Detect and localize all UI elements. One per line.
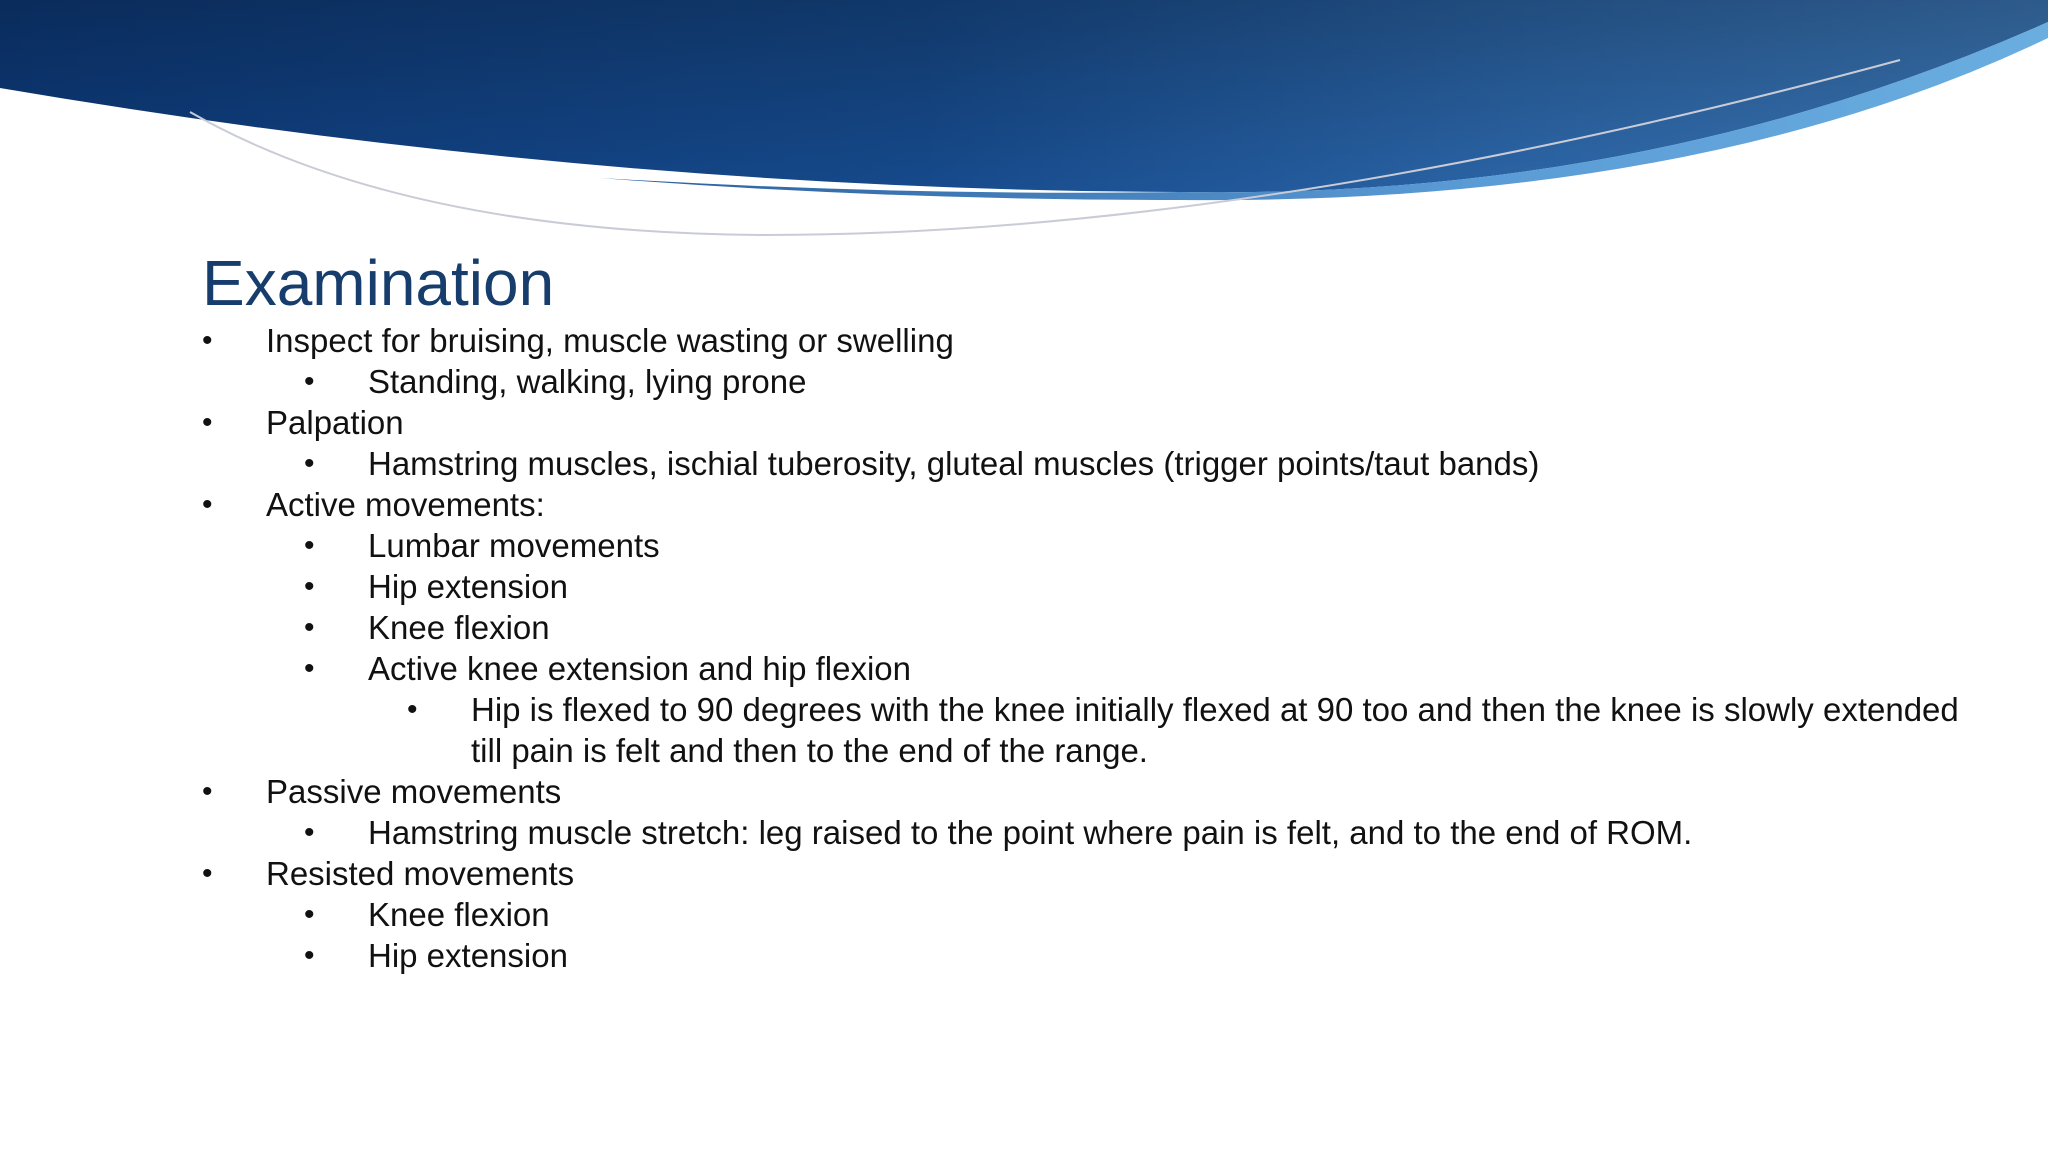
bullet-item-level-1 — [202, 320, 2002, 361]
bullet-item-level-2 — [202, 607, 2002, 648]
header-banner — [0, 0, 2048, 250]
bullet-text: Lumbar movements — [368, 527, 660, 564]
bullet-item-level-2 — [202, 443, 2002, 484]
bullet-icon: • — [304, 898, 315, 931]
slide-title: Examination — [202, 247, 555, 319]
banner-shade — [0, 0, 2048, 192]
bullet-text: Hip extension — [368, 937, 568, 974]
bullet-icon: • — [304, 611, 315, 644]
bullet-icon: • — [304, 939, 315, 972]
bullet-text: Knee flexion — [368, 896, 550, 933]
bullet-item-level-2 — [202, 648, 2002, 689]
bullet-item-level-3 — [202, 689, 1991, 771]
bullet-icon: • — [202, 775, 213, 808]
bullet-icon: • — [407, 693, 418, 726]
bullet-icon: • — [202, 488, 213, 521]
bullet-icon: • — [202, 857, 213, 890]
bullet-icon: • — [304, 652, 315, 685]
bullet-text: Passive movements — [266, 773, 562, 810]
bullet-icon: • — [304, 570, 315, 603]
bullet-item-level-1 — [202, 853, 2002, 894]
bullet-item-level-1 — [202, 402, 2002, 443]
bullet-item-level-2 — [202, 935, 2002, 976]
bullet-text: Resisted movements — [266, 855, 575, 892]
bullet-list — [202, 320, 2002, 976]
bullet-text: Hamstring muscles, ischial tuberosity, gluteal muscles (trigger points/taut bands) — [368, 445, 1540, 482]
bullet-item-level-2 — [202, 894, 2002, 935]
bullet-text: Inspect for bruising, muscle wasting or swelling — [266, 322, 954, 359]
bullet-text: Active movements: — [266, 486, 545, 523]
bullet-icon: • — [202, 406, 213, 439]
bullet-icon: • — [304, 365, 315, 398]
bullet-icon: • — [202, 324, 213, 357]
bullet-item-level-2 — [202, 566, 2002, 607]
bullet-text: Knee flexion — [368, 609, 550, 646]
bullet-item-level-2 — [202, 525, 2002, 566]
bullet-text: Hamstring muscle stretch: leg raised to the point where pain is felt, and to the end of ROM. — [368, 814, 1693, 851]
bullet-item-level-1 — [202, 484, 2002, 525]
bullet-icon: • — [304, 816, 315, 849]
bullet-icon: • — [304, 529, 315, 562]
bullet-item-level-1 — [202, 771, 2002, 812]
bullet-text: Active knee extension and hip flexion — [368, 650, 912, 687]
bullet-item-level-2 — [202, 812, 2002, 853]
bullet-text: Palpation — [266, 404, 404, 441]
bullet-icon: • — [304, 447, 315, 480]
bullet-text: Hip extension — [368, 568, 568, 605]
bullet-text: Hip is flexed to 90 degrees with the knee initially flexed at 90 too and then the knee is slowly extended till pain is felt and then to the end of the range. — [471, 691, 1959, 769]
bullet-item-level-2 — [202, 361, 2002, 402]
bullet-text: Standing, walking, lying prone — [368, 363, 807, 400]
